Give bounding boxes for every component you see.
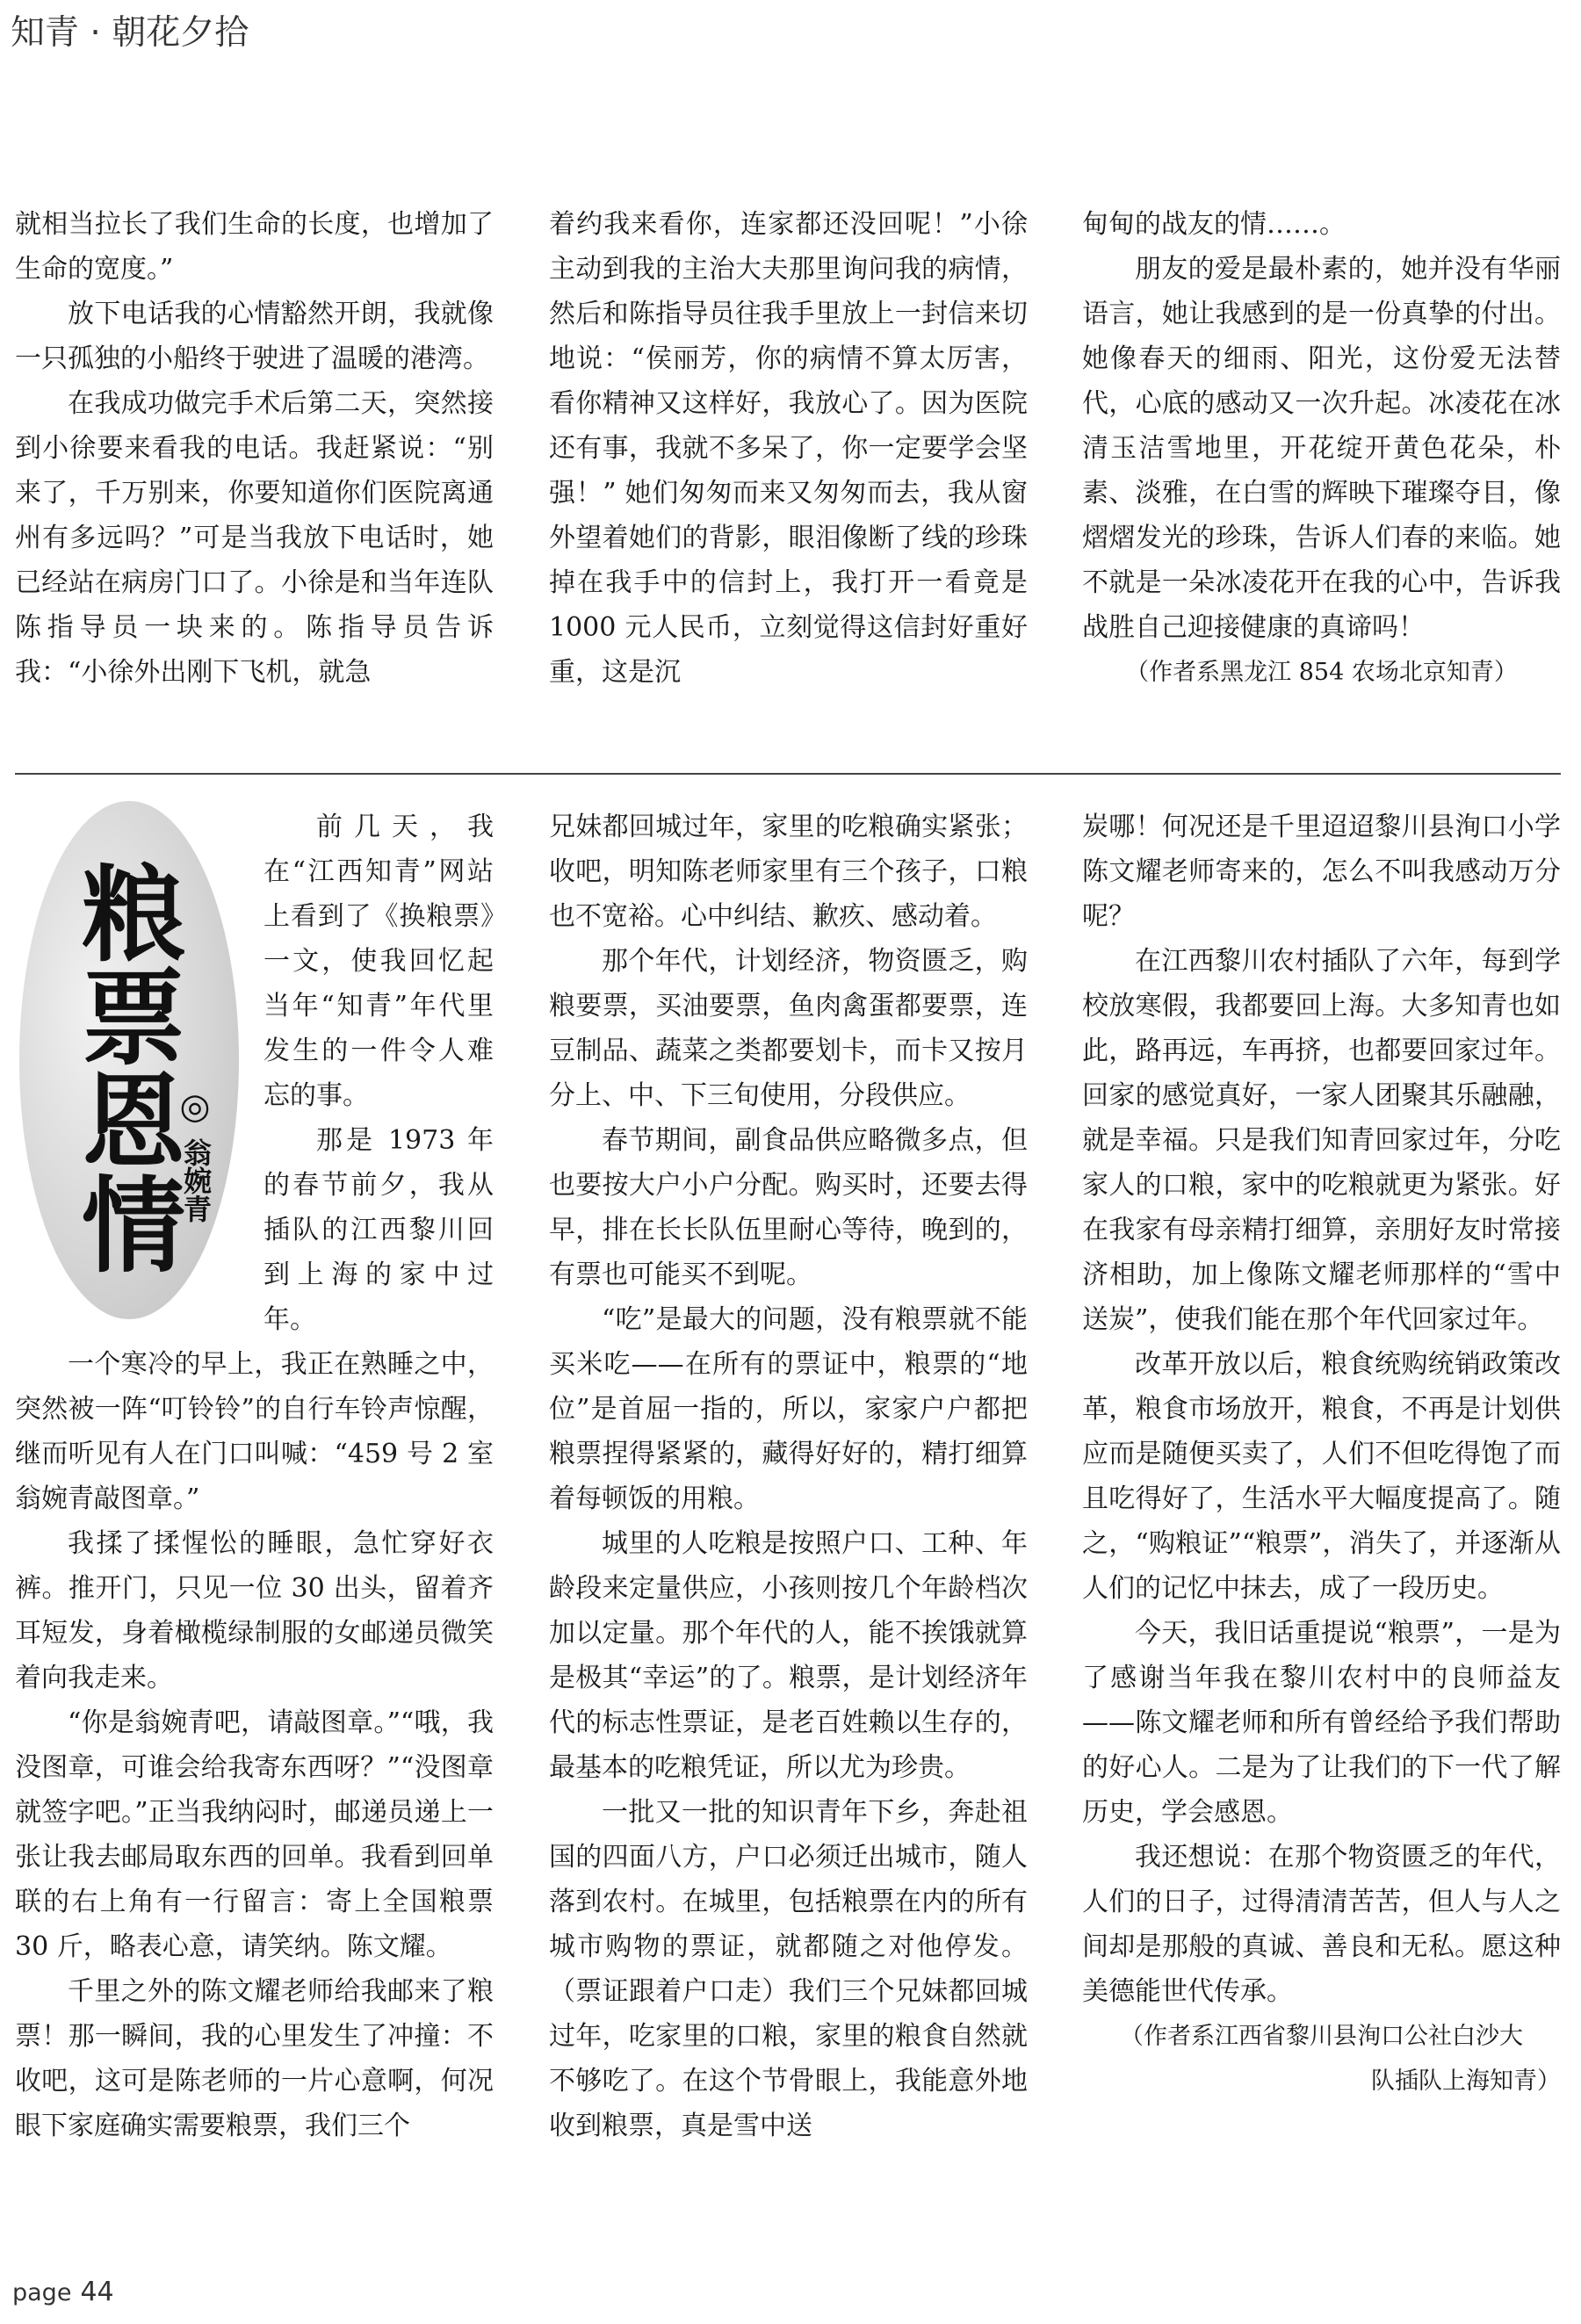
- paragraph: 改革开放以后，粮食统购统销政策改革，粮食市场放开，粮食，不再是计划供应而是随便买卖了，人们不但吃得饱了而且吃得好了，生活水平大幅度提高了。随之，“购粮证”“粮票”，消失了，并逐渐从人们的记忆中抹去，成了一段历史。: [1082, 1349, 1561, 1604]
- paragraph: 那个年代，计划经济，物资匮乏，购粮要票，买油要票，鱼肉禽蛋都要票，连豆制品、蔬菜之类都要划卡，而卡又按月分上、中、下三旬使用，分段供应。: [549, 946, 1028, 1111]
- article-divider: [15, 773, 1561, 775]
- author-mark-icon: ◎: [179, 1086, 211, 1127]
- paragraph: 春节期间，副食品供应略微多点，但也要按大户小户分配。购买时，还要去得早，排在长长队伍里耐心等待，晚到的，有票也可能买不到呢。: [549, 1125, 1028, 1290]
- paragraph: 那是 1973 年的春节前夕，我从插队的江西黎川回到上海的家中过年。: [264, 1125, 494, 1335]
- page-header-title: 知青 · 朝花夕拾: [11, 13, 249, 53]
- article1-column-2: [549, 202, 1028, 695]
- paragraph: 今天，我旧话重提说“粮票”，一是为了感谢当年我在黎川农村中的良师益友——陈文耀老师和所有曾经给予我们帮助的好心人。二是为了让我们的下一代了解历史，学会感恩。: [1082, 1618, 1561, 1828]
- page-footer: [12, 2277, 114, 2307]
- article2-byline-line-2: 队插队上海知青）: [1371, 2068, 1561, 2095]
- article2-column-1: [15, 1342, 494, 2148]
- paragraph: 在我成功做完手术后第二天，突然接到小徐要来看我的电话。我赶紧说：“别来了，千万别来，你要知道你们医院离通州有多远吗？”可是当我放下电话时，她已经站在病房门口了。小徐是和当年连队陈指导员一块来的。陈指导员告诉我：“小徐外出刚下飞机，就急: [15, 388, 494, 688]
- page-label: page: [12, 2279, 72, 2306]
- paragraph: 朋友的爱是最朴素的，她并没有华丽语言，她让我感到的是一份真挚的付出。她像春天的细雨、阳光，这份爱无法替代，心底的感动又一次升起。冰凌花在冰清玉洁雪地里，开花绽开黄色花朵，朴素、淡雅，在白雪的辉映下璀璨夺目，像熠熠发光的珍珠，告诉人们春的来临。她不就是一朵冰凌花开在我的心中，告诉我战胜自己迎接健康的真谛吗！: [1082, 254, 1561, 643]
- paragraph: 前几天，我在“江西知青”网站上看到了《换粮票》一文，使我回忆起当年“知青”年代里发生的一件令人难忘的事。: [264, 812, 494, 1111]
- paragraph: 兄妹都回城过年，家里的吃粮确实紧张；收吧，明知陈老师家里有三个孩子，口粮也不宽裕。心中纠结、歉疚、感动着。: [549, 812, 1028, 932]
- paragraph: 放下电话我的心情豁然开朗，我就像一只孤独的小船终于驶进了温暖的港湾。: [15, 299, 494, 374]
- paragraph: 千里之外的陈文耀老师给我邮来了粮票！那一瞬间，我的心里发生了冲撞：不收吧，这可是陈老师的一片心意啊，何况眼下家庭确实需要粮票，我们三个: [15, 1976, 494, 2141]
- article2-column-2: [549, 805, 1028, 2148]
- article1-column-3: [1082, 202, 1561, 695]
- paragraph: 我揉了揉惺忪的睡眼，急忙穿好衣裤。推开门，只见一位 30 出头，留着齐耳短发，身着橄榄绿制服的女邮递员微笑着向我走来。: [15, 1528, 494, 1693]
- article2-author: 翁婉青: [179, 1138, 213, 1223]
- article2-byline-line-1: （作者系江西省黎川县洵口公社白沙大: [1120, 2023, 1523, 2050]
- paragraph: 我还想说：在那个物资匮乏的年代，人们的日子，过得清清苦苦，但人与人之间却是那般的真诚、善良和无私。愿这种美德能世代传承。: [1082, 1842, 1561, 2007]
- paragraph: 着约我来看你，连家都还没回呢！”小徐主动到我的主治大夫那里询问我的病情，然后和陈指导员往我手里放上一封信来切地说：“侯丽芳，你的病情不算太厉害，看你精神又这样好，我放心了。因为医院还有事，我就不多呆了，你一定要学会坚强！” 她们匆匆而来又匆匆而去，我从窗外望着她们的背影，眼泪像断了线的珍珠掉在我手中的信封上，我打开一看竟是 1000 元人民币，立刻觉得这信封好重好重，这是沉: [549, 209, 1028, 688]
- paragraph: 城里的人吃粮是按照户口、工种、年龄段来定量供应，小孩则按几个年龄档次加以定量。那个年代的人，能不挨饿就算是极其“幸运”的了。粮票，是计划经济年代的标志性票证，是老百姓赖以生存的，最基本的吃粮凭证，所以尤为珍贵。: [549, 1528, 1028, 1783]
- paragraph: 甸甸的战友的情……。: [1082, 209, 1346, 240]
- paragraph: “你是翁婉青吧，请敲图章。”“哦，我没图章，可谁会给我寄东西呀？”“没图章就签字吧。”正当我纳闷时，邮递员递上一张让我去邮局取东西的回单。我看到回单联的右上角有一行留言：寄上全国粮票 30 斤，略表心意，请笑纳。陈文耀。: [15, 1707, 494, 1962]
- article2-intro-column: [264, 805, 494, 1342]
- article2-title: 粮票恩情: [64, 860, 185, 1274]
- paragraph: 炭哪！何况还是千里迢迢黎川县洵口小学陈文耀老师寄来的，怎么不叫我感动万分呢？: [1082, 812, 1561, 932]
- paragraph: 一批又一批的知识青年下乡，奔赴祖国的四面八方，户口必须迁出城市，随人落到农村。在城里，包括粮票在内的所有城市购物的票证，就都随之对他停发。（票证跟着户口走）我们三个兄妹都回城过年，吃家里的口粮，家里的粮食自然就不够吃了。在这个节骨眼上，我能意外地收到粮票，真是雪中送: [549, 1797, 1028, 2141]
- paragraph: 一个寒冷的早上，我正在熟睡之中，突然被一阵“叮铃铃”的自行车铃声惊醒，继而听见有人在门口叫喊：“459 号 2 室翁婉青敲图章。”: [15, 1349, 494, 1514]
- paragraph: 在江西黎川农村插队了六年，每到学校放寒假，我都要回上海。大多知青也如此，路再远，车再挤，也都要回家过年。回家的感觉真好，一家人团聚其乐融融，就是幸福。只是我们知青回家过年，分吃家人的口粮，家中的吃粮就更为紧张。好在我家有母亲精打细算，亲朋好友时常接济相助，加上像陈文耀老师那样的“雪中送炭”，使我们能在那个年代回家过年。: [1082, 946, 1561, 1335]
- article1-byline: （作者系黑龙江 854 农场北京知青）: [1125, 659, 1518, 686]
- paragraph: “吃”是最大的问题，没有粮票就不能买米吃——在所有的票证中，粮票的“地位”是首屈一指的，所以，家家户户都把粮票捏得紧紧的，藏得好好的，精打细算着每顿饭的用粮。: [549, 1304, 1028, 1514]
- paragraph: 就相当拉长了我们生命的长度，也增加了生命的宽度。”: [15, 209, 494, 285]
- article1-column-1: [15, 202, 494, 695]
- page-number: 44: [80, 2277, 114, 2307]
- article2-column-3: [1082, 805, 1561, 2104]
